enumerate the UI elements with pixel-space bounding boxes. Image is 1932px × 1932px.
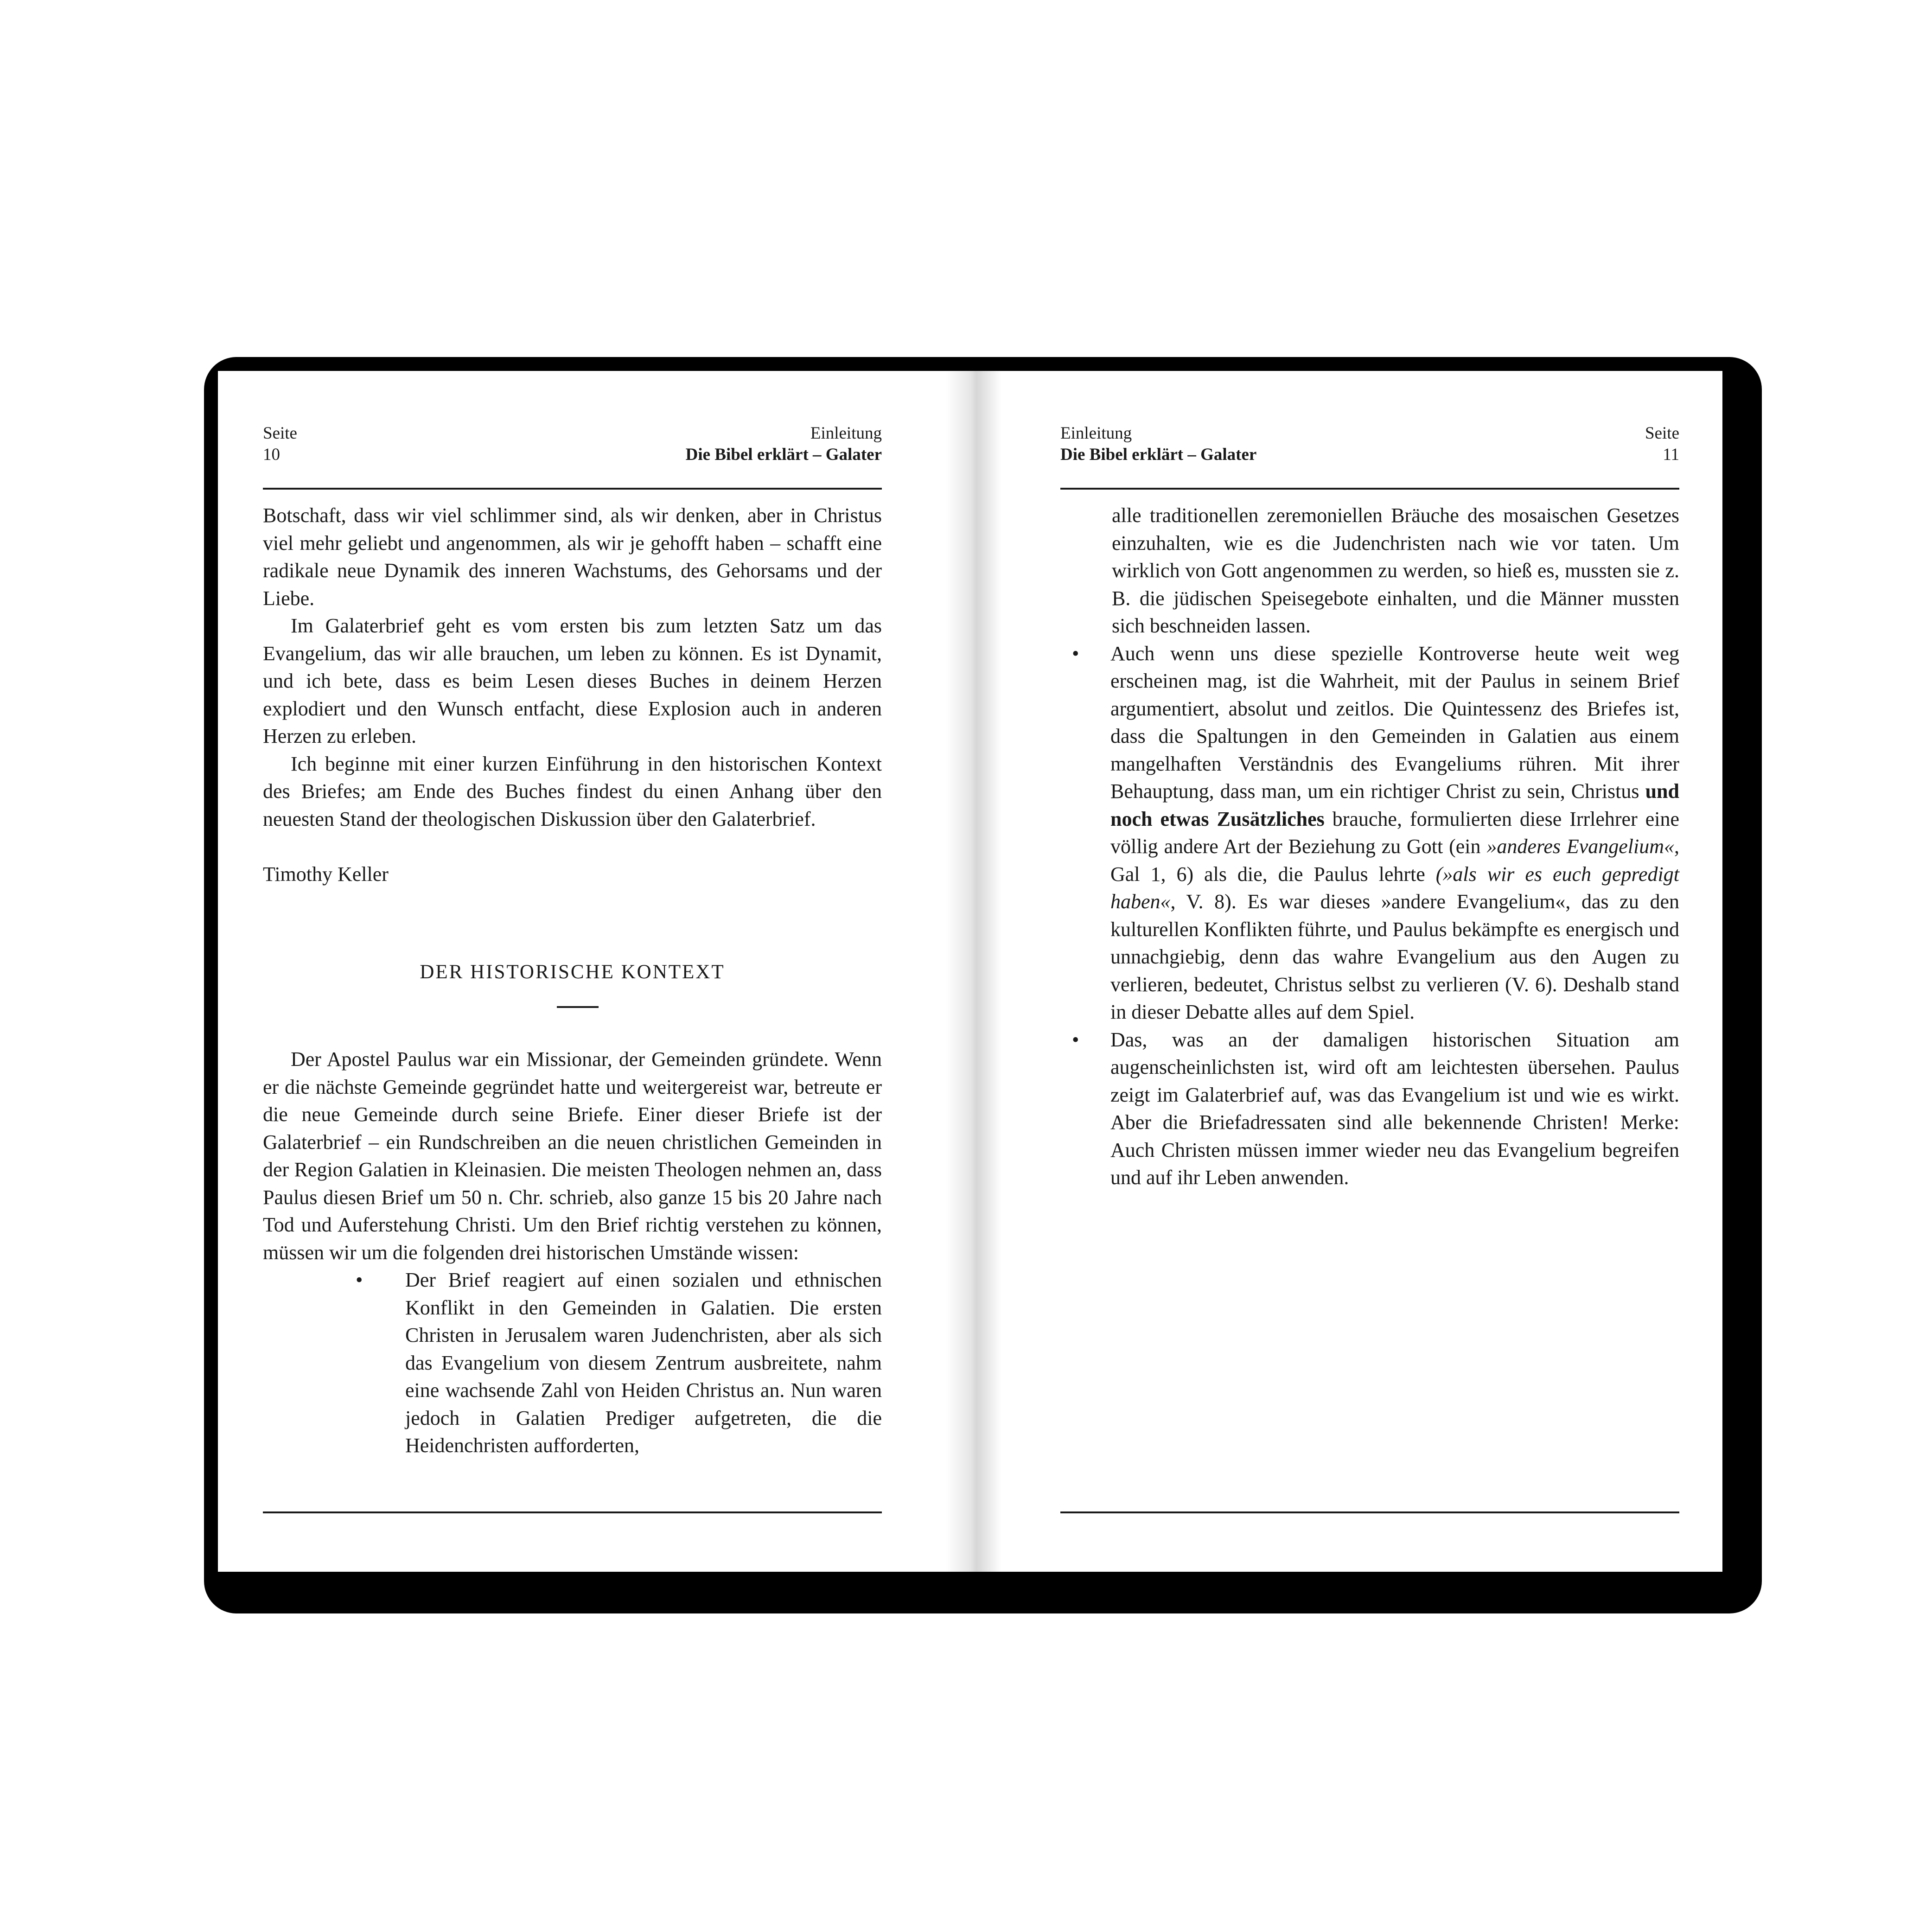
running-title — [686, 423, 882, 465]
page-label-text: Seite — [1645, 424, 1679, 443]
book-title: Die Bibel erklärt – Galater — [1060, 445, 1257, 464]
section-text — [263, 1046, 882, 1460]
book-title: Die Bibel erklärt – Galater — [685, 445, 882, 464]
list-item-text: , Gal 1, 6) als die, die Paulus lehrte — [1110, 835, 1679, 886]
list-item-text: Auch wenn uns diese spezielle Kontroverse heute weit weg erscheinen mag, ist die Wahrheit, mit der Paulus in seinem Brief argumentiert, absolut und zeitlos. Die Quintessenz des Briefes ist, dass die Spaltungen in den Gemeinden in Galatien aus einem mangelhaften Verständnis des Evangeliums rühren. Mit ihrer Behauptung, dass man, um ein richtiger Christ zu sein, Christus — [1110, 642, 1679, 803]
list-item — [969, 640, 1679, 1026]
page-label — [263, 423, 297, 465]
bullet-icon: • — [356, 1269, 363, 1291]
bullet-list — [969, 640, 1679, 1192]
emphasis-italic: (»als wir es euch gepredigt haben« — [1110, 862, 1680, 913]
emphasis-italic: »anderes Evangelium« — [1486, 835, 1674, 858]
list-item — [969, 1026, 1679, 1192]
left-page-header — [263, 423, 882, 490]
emphasis-bold: und noch etwas Zusätzliches — [1110, 780, 1679, 830]
paragraph: Im Galaterbrief geht es vom ersten bis zum letzten Satz um das Evangelium, das wir alle brauchen, um leben zu können. Es ist Dynamit, und ich bete, dass es beim Lesen dieses Buches in deinem Herzen explodiert und den Wunsch entfacht, diese Explosion auch in anderen Herzen zu erleben. — [263, 614, 882, 747]
heading-divider — [557, 1006, 599, 1008]
list-item-continued: alle traditionellen zeremoniellen Bräuche des mosaischen Gesetzes einzuhalten, wie es die Judenchristen nach wie vor taten. Um wirklich von Gott angenommen zu werden, so hieß es, mussten sie z. B. die jüdischen Speisegebote einhalten, und die Männer mussten sich beschneiden lassen. — [1112, 504, 1679, 637]
footer-rule — [1060, 1511, 1679, 1513]
bullet-text — [969, 502, 1679, 1192]
running-title — [1060, 423, 1256, 465]
right-page-header — [1060, 423, 1679, 490]
chapter-label: Einleitung — [810, 424, 882, 443]
paragraph: Der Apostel Paulus war ein Missionar, der Gemeinden gründete. Wenn er die nächste Gemeinde gegründet hatte und weitergereist war, betreute er die neue Gemeinde durch seine Briefe. Einer dieser Briefe ist der Galaterbrief – ein Rundschreiben an die neuen christlichen Gemeinden in der Region Galatien in Kleinasien. Die meisten Theologen nehmen an, dass Paulus diesen Brief um 50 n. Chr. schrieb, also ganze 15 bis 20 Jahre nach Tod und Auferstehung Christi. Um den Brief richtig verstehen zu können, müssen wir um die folgenden drei historischen Umstände wissen: — [263, 1048, 882, 1264]
footer-rule — [263, 1511, 882, 1513]
page-label — [1645, 423, 1679, 465]
book-gutter-shadow — [946, 371, 1001, 1572]
bullet-icon: • — [1072, 642, 1079, 665]
chapter-label: Einleitung — [1060, 424, 1132, 443]
list-item-text: , V. 8). Es war dieses »andere Evangelium«, das zu den kulturellen Konflikten führte, und Paulus bekämpfte es energisch und unnachgiebig, denn das wahre Evangelium aus den Augen zu verlieren, bedeutet, Christus selbst zu verlieren (V. 6). Deshalb stand in dieser Debatte alles auf dem Spiel. — [1110, 890, 1679, 1023]
list-item-text: Das, was an der damaligen historischen Situation am augenscheinlichsten ist, wird oft am leichtesten übersehen. Paulus zeigt im Galaterbrief auf, was das Evangelium ist und wie es wirkt. Aber die Briefadressaten sind alle bekennende Christen! Merke: Auch Christen müssen immer wieder neu das Evangelium begreifen und auf ihr Leben anwenden. — [1110, 1028, 1679, 1189]
page-number: 10 — [263, 445, 280, 464]
bullet-list — [263, 1266, 882, 1460]
intro-text — [263, 502, 882, 888]
page-label-text: Seite — [263, 424, 297, 443]
paragraph: Botschaft, dass wir viel schlimmer sind, als wir denken, aber in Christus viel mehr geliebt und angenommen, als wir je gehofft haben – schafft eine radikale neue Dynamik des inneren Wachstums, des Gehorsams und der Liebe. — [263, 504, 882, 610]
section-heading: DER HISTORISCHE KONTEXT — [420, 961, 725, 983]
list-item-text: brauche, formulierten diese Irrlehrer eine völlig andere Art der Beziehung zu Gott (ein — [1110, 807, 1680, 858]
list-item — [263, 1266, 882, 1460]
page-number: 11 — [1663, 445, 1679, 464]
right-page — [969, 371, 1722, 1572]
bullet-icon: • — [1072, 1028, 1079, 1051]
paragraph: Ich beginne mit einer kurzen Einführung in den historischen Kontext des Briefes; am Ende des Buches findest du einen Anhang über den neuesten Stand der theologischen Diskussion über den Galaterbrief. — [263, 752, 882, 830]
left-page — [218, 371, 978, 1572]
author-name: Timothy Keller — [263, 863, 389, 886]
list-item-text: Der Brief reagiert auf einen sozialen und ethnischen Konflikt in den Gemeinden in Galatien. Die ersten Christen in Jerusalem waren Judenchristen, aber als sich das Evangelium von diesem Zentrum ausbreitete, nahm eine wachsende Zahl von Heiden Christus an. Nun waren jedoch in Galatien Prediger aufgetreten, die die Heidenchristen aufforderten, — [405, 1269, 882, 1457]
